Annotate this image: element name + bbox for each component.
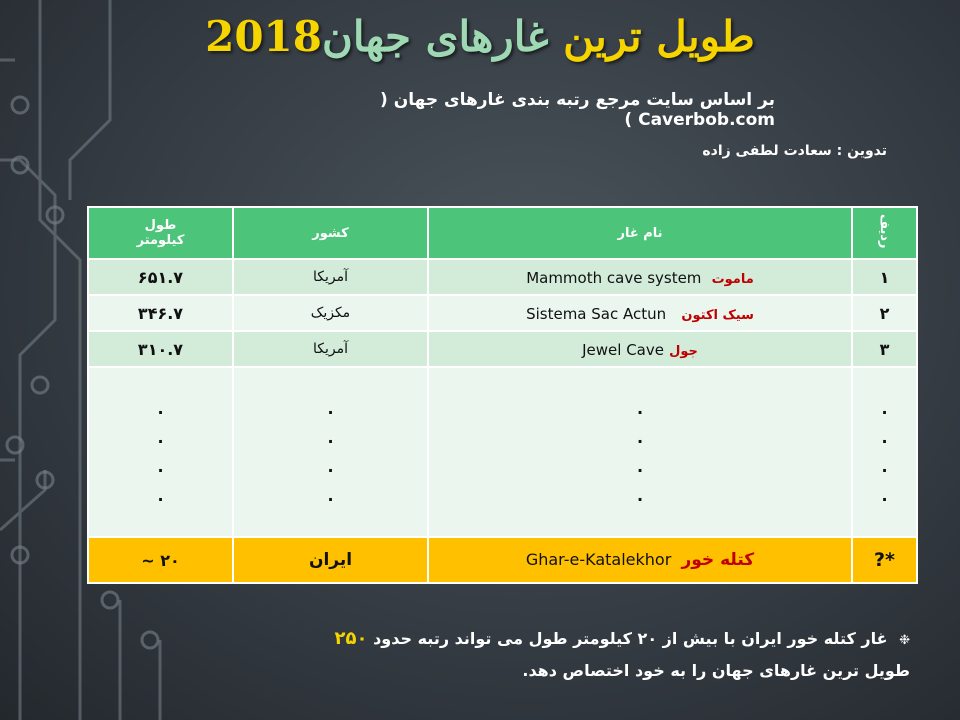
- footnote-rank-highlight: ۲۵۰: [334, 628, 368, 649]
- header-length-unit: کیلومتر: [136, 233, 185, 248]
- ellipsis-cell: . . . .: [88, 367, 233, 537]
- rank-cell: *?: [852, 537, 917, 583]
- cave-name-fa: جول: [669, 343, 698, 359]
- footnote-text-1: غار کتله خور ایران با بیش از ۲۰ کیلومتر طول می تواند رتبه حدود: [373, 629, 888, 648]
- country-cell: ایران: [233, 537, 428, 583]
- source-subtitle: بر اساس سایت مرجع رتبه بندی غارهای جهان ( Caverbob.com ): [380, 90, 775, 130]
- page-title: [0, 12, 960, 61]
- cave-name-cell: [428, 295, 852, 331]
- header-rank: ردیف: [852, 207, 917, 259]
- length-cell: ۳۱۰.۷: [88, 331, 233, 367]
- table-row: [88, 259, 917, 295]
- country-cell: آمریکا: [233, 259, 428, 295]
- cave-name-cell: [428, 537, 852, 583]
- length-cell: ۲۰ ~: [88, 537, 233, 583]
- ellipsis-row: [88, 367, 917, 537]
- length-cell: ۶۵۱.۷: [88, 259, 233, 295]
- cave-name-fa: ماموت: [711, 271, 754, 287]
- country-cell: مکزیک: [233, 295, 428, 331]
- ellipsis-cell: . . . .: [852, 367, 917, 537]
- rank-cell: ۳: [852, 331, 917, 367]
- rank-cell: ۱: [852, 259, 917, 295]
- table-row: [88, 331, 917, 367]
- ellipsis-cell: . . . .: [428, 367, 852, 537]
- title-part-1: طویل ترین: [563, 12, 755, 61]
- table-row: [88, 295, 917, 331]
- rank-cell: ۲: [852, 295, 917, 331]
- cave-name-en: Sistema Sac Actun: [526, 304, 667, 323]
- cave-name-fa: سیک اکتون: [681, 307, 754, 323]
- cave-name-en: Mammoth cave system: [526, 268, 702, 287]
- footnote-asterisk-icon: ❉: [899, 633, 910, 648]
- header-country: کشور: [233, 207, 428, 259]
- header-length: [88, 207, 233, 259]
- longest-caves-table: [87, 206, 918, 584]
- ellipsis-cell: . . . .: [233, 367, 428, 537]
- cave-name-en: Ghar-e-Katalekhor: [525, 550, 672, 569]
- country-cell: آمریکا: [233, 331, 428, 367]
- header-length-title: طول: [144, 218, 177, 233]
- title-part-2: غارهای جهان: [322, 12, 549, 61]
- author-credit: تدوین : سعادت لطفی زاده: [702, 143, 887, 159]
- cave-name-fa: کتله خور: [681, 550, 755, 570]
- footnote: [300, 624, 910, 686]
- cave-name-cell: [428, 331, 852, 367]
- footnote-text-2: طویل ترین غارهای جهان را به خود اختصاص دهد.: [522, 661, 910, 680]
- cave-name-en: Jewel Cave: [582, 340, 664, 359]
- cave-name-cell: [428, 259, 852, 295]
- title-year: 2018: [205, 12, 323, 61]
- length-cell: ۳۴۶.۷: [88, 295, 233, 331]
- table-header-row: [88, 207, 917, 259]
- iran-highlight-row: [88, 537, 917, 583]
- header-cave-name: نام غار: [428, 207, 852, 259]
